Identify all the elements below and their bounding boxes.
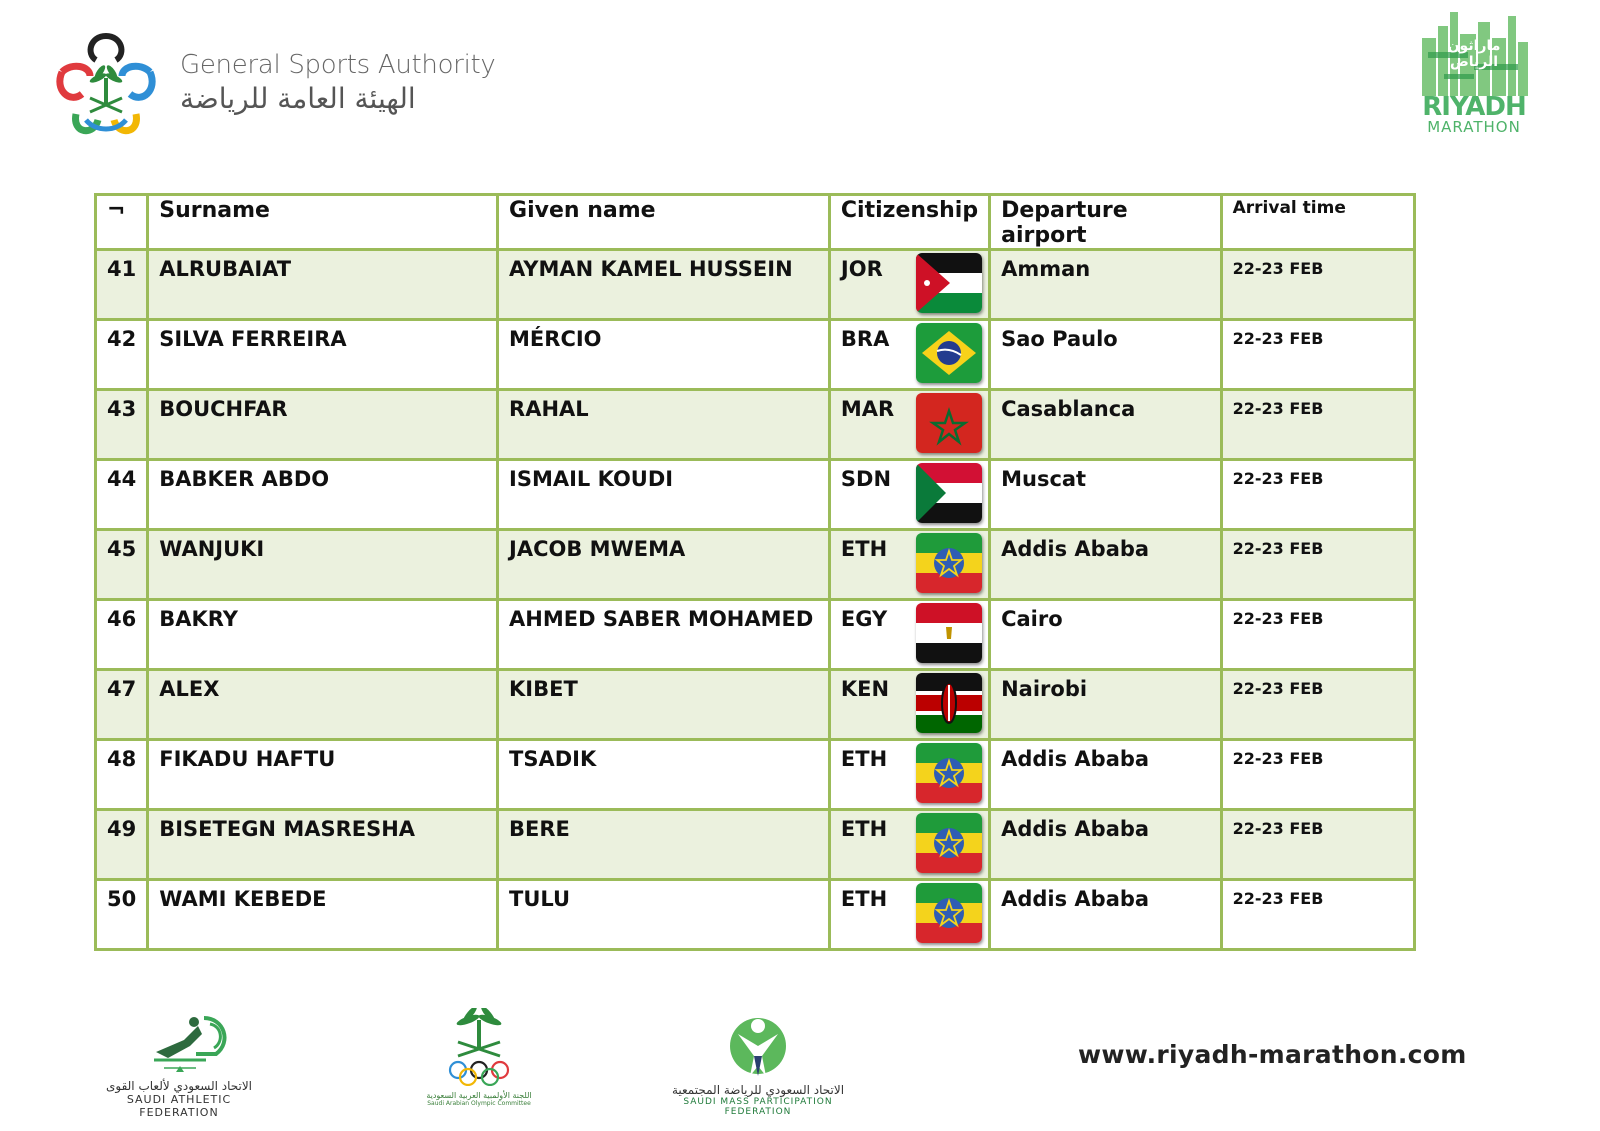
cell-given-name: MÉRCIO [498, 320, 830, 390]
ethiopia-flag-icon [916, 743, 982, 803]
runners-table [94, 193, 1416, 951]
cell-number: 49 [96, 810, 148, 880]
table-row [96, 670, 1415, 740]
riyadh-marathon-logo [1418, 8, 1530, 136]
saudi-olympic-committee-logo [414, 1008, 544, 1107]
table-body [96, 250, 1415, 950]
citizenship-code: JOR [840, 257, 883, 281]
cell-number: 41 [96, 250, 148, 320]
cell-number: 48 [96, 740, 148, 810]
cell-given-name: BERE [498, 810, 830, 880]
cell-number: 45 [96, 530, 148, 600]
cell-given-name: AYMAN KAMEL HUSSEIN [498, 250, 830, 320]
citizenship-code: ETH [840, 817, 888, 841]
cell-citizenship [829, 810, 989, 880]
citizenship-code: SDN [840, 467, 892, 491]
gsa-logo [50, 28, 162, 138]
mass-fed-en: SAUDI MASS PARTICIPATION FEDERATION [683, 1097, 833, 1117]
cell-given-name: ISMAIL KOUDI [498, 460, 830, 530]
olympic-committee-en: Saudi Arabian Olympic Committee [427, 1100, 531, 1107]
cell-number: 47 [96, 670, 148, 740]
cell-citizenship [829, 320, 989, 390]
citizenship-code: BRA [840, 327, 890, 351]
sudan-flag-icon [916, 463, 982, 523]
col-header-given-name: Given name [498, 195, 830, 250]
mass-fed-ar: الاتحاد السعودي للرياضة المجتمعية [671, 1083, 845, 1097]
citizenship-code: EGY [840, 607, 888, 631]
cell-citizenship [829, 390, 989, 460]
cell-surname: BOUCHFAR [148, 390, 498, 460]
cell-given-name: TULU [498, 880, 830, 950]
cell-departure-airport: Cairo [990, 600, 1222, 670]
cell-given-name: TSADIK [498, 740, 830, 810]
cell-arrival-time: 22-23 FEB [1221, 250, 1414, 320]
cell-departure-airport: Addis Ababa [990, 530, 1222, 600]
ethiopia-flag-icon [916, 883, 982, 943]
athletic-runner-icon [94, 1012, 264, 1074]
cell-given-name: KIBET [498, 670, 830, 740]
cell-citizenship [829, 880, 989, 950]
olympic-rings-palm-icon [414, 1008, 544, 1086]
brazil-flag-icon [916, 323, 982, 383]
cell-given-name: JACOB MWEMA [498, 530, 830, 600]
cell-number: 46 [96, 600, 148, 670]
col-header-arrival-time: Arrival time [1221, 195, 1414, 250]
table-row [96, 530, 1415, 600]
event-logo-text: RIYADH [1422, 92, 1526, 122]
col-header-departure-airport: Departure airport [990, 195, 1222, 250]
table-row [96, 320, 1415, 390]
saudi-athletic-federation-logo [94, 1012, 264, 1119]
cell-surname: ALRUBAIAT [148, 250, 498, 320]
gsa-emblem-icon [50, 28, 162, 138]
table-row [96, 740, 1415, 810]
cell-number: 50 [96, 880, 148, 950]
gsa-wordmark [180, 50, 495, 115]
citizenship-code: MAR [840, 397, 895, 421]
cell-surname: BABKER ABDO [148, 460, 498, 530]
ethiopia-flag-icon [916, 813, 982, 873]
col-header-number: ¬ [96, 195, 148, 250]
cell-given-name: RAHAL [498, 390, 830, 460]
table-header-row [96, 195, 1415, 250]
table-row [96, 460, 1415, 530]
kenya-flag-icon [916, 673, 982, 733]
cell-arrival-time: 22-23 FEB [1221, 670, 1414, 740]
morocco-flag-icon [916, 393, 982, 453]
org-name-en: General Sports Authority [180, 50, 496, 80]
cell-surname: BAKRY [148, 600, 498, 670]
cell-citizenship [829, 250, 989, 320]
mass-participation-figure-icon [666, 1016, 850, 1078]
cell-departure-airport: Casablanca [990, 390, 1222, 460]
cell-arrival-time: 22-23 FEB [1221, 810, 1414, 880]
cell-number: 42 [96, 320, 148, 390]
cell-citizenship [829, 460, 989, 530]
cell-surname: ALEX [148, 670, 498, 740]
event-logo-subtext: MARATHON [1427, 118, 1521, 136]
cell-arrival-time: 22-23 FEB [1221, 530, 1414, 600]
jordan-flag-icon [916, 253, 982, 313]
ethiopia-flag-icon [916, 533, 982, 593]
citizenship-code: KEN [840, 677, 890, 701]
event-logo-ar: ماراثون الرياض [1447, 38, 1501, 70]
cell-arrival-time: 22-23 FEB [1221, 320, 1414, 390]
table-row [96, 390, 1415, 460]
athletic-fed-ar: الاتحاد السعودي لألعاب القوى [105, 1079, 253, 1093]
citizenship-code: ETH [840, 887, 888, 911]
table-row [96, 880, 1415, 950]
athletic-fed-en: SAUDI ATHLETIC FEDERATION [126, 1093, 232, 1119]
citizenship-code: ETH [840, 537, 888, 561]
table-row [96, 600, 1415, 670]
cell-surname: WAMI KEBEDE [148, 880, 498, 950]
cell-citizenship [829, 600, 989, 670]
cell-arrival-time: 22-23 FEB [1221, 880, 1414, 950]
saudi-mass-participation-federation-logo [666, 1016, 850, 1117]
table-row [96, 810, 1415, 880]
cell-arrival-time: 22-23 FEB [1221, 600, 1414, 670]
col-header-citizenship: Citizenship [829, 195, 989, 250]
egypt-flag-icon [916, 603, 982, 663]
table-row [96, 250, 1415, 320]
cell-departure-airport: Muscat [990, 460, 1222, 530]
cell-departure-airport: Addis Ababa [990, 810, 1222, 880]
cell-number: 44 [96, 460, 148, 530]
cell-arrival-time: 22-23 FEB [1221, 390, 1414, 460]
olympic-committee-ar: اللجنة الأولمبية العربية السعودية [426, 1091, 532, 1100]
cell-departure-airport: Addis Ababa [990, 740, 1222, 810]
cell-citizenship [829, 530, 989, 600]
cell-citizenship [829, 670, 989, 740]
cell-given-name: AHMED SABER MOHAMED [498, 600, 830, 670]
col-header-surname: Surname [148, 195, 498, 250]
cell-departure-airport: Addis Ababa [990, 880, 1222, 950]
cell-departure-airport: Sao Paulo [990, 320, 1222, 390]
citizenship-code: ETH [840, 747, 888, 771]
org-name-ar: الهيئة العامة للرياضة [180, 82, 416, 115]
cell-surname: WANJUKI [148, 530, 498, 600]
cell-departure-airport: Nairobi [990, 670, 1222, 740]
website-link[interactable]: www.riyadh-marathon.com [1078, 1040, 1467, 1069]
cell-number: 43 [96, 390, 148, 460]
cell-citizenship [829, 740, 989, 810]
cell-arrival-time: 22-23 FEB [1221, 740, 1414, 810]
cell-departure-airport: Amman [990, 250, 1222, 320]
cell-surname: FIKADU HAFTU [148, 740, 498, 810]
cell-surname: SILVA FERREIRA [148, 320, 498, 390]
cell-arrival-time: 22-23 FEB [1221, 460, 1414, 530]
cell-surname: BISETEGN MASRESHA [148, 810, 498, 880]
